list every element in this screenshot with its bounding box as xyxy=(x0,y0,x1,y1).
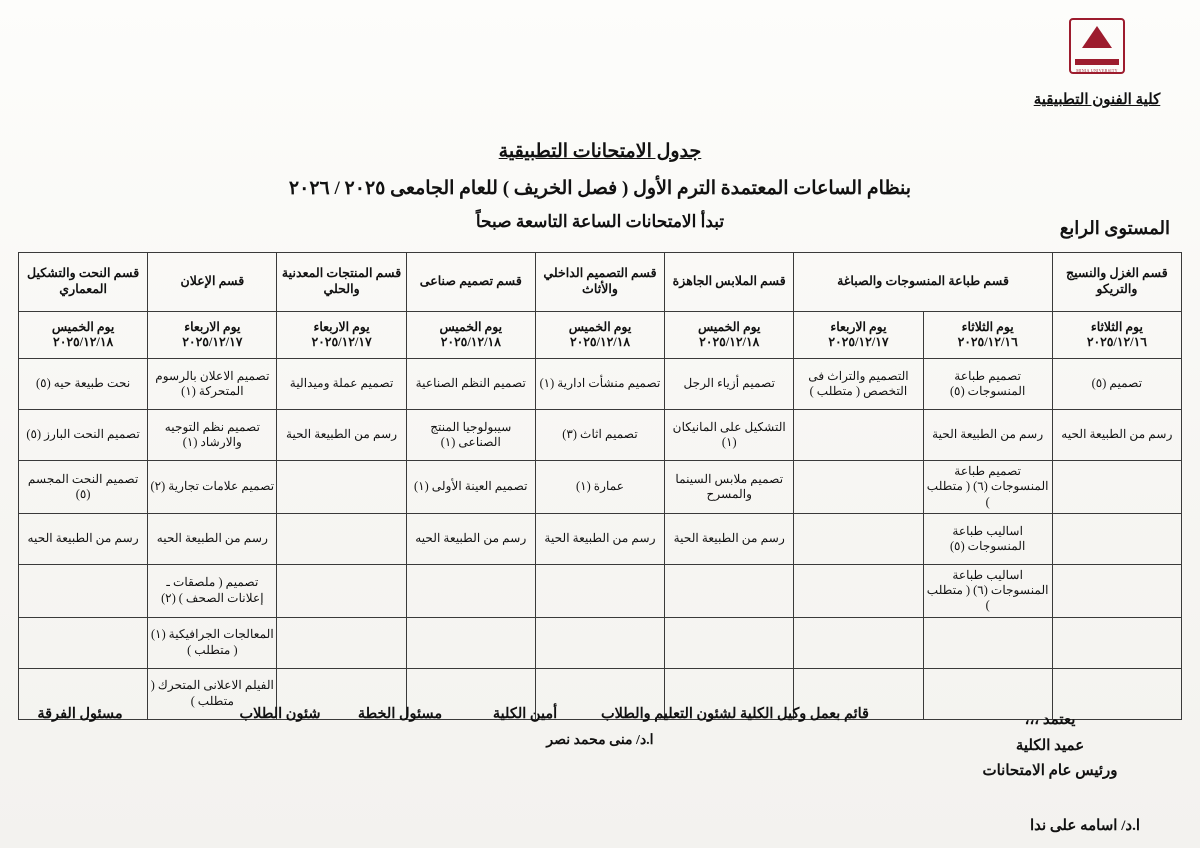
page-subtitle: بنظام الساعات المعتمدة الترم الأول ( فصل الخريف ) للعام الجامعى ٢٠٢٥ / ٢٠٢٦ xyxy=(288,178,912,199)
table-row xyxy=(19,461,1182,514)
course-cell: سيبولوجيا المنتج الصناعى (١) xyxy=(406,410,535,461)
course-cell: اساليب طباعة المنسوجات (٦) ( متطلب ) xyxy=(923,564,1052,617)
empty-cell xyxy=(277,617,406,668)
approval-line-3: ورئيس عام الامتحانات xyxy=(982,763,1118,779)
course-cell: اساليب طباعة المنسوجات (٥) xyxy=(923,513,1052,564)
empty-cell xyxy=(19,617,148,668)
empty-cell xyxy=(923,617,1052,668)
course-cell: تصميم الاعلان بالرسوم المتحركة (١) xyxy=(148,359,277,410)
course-cell: المعالجات الجرافيكية (١) ( متطلب ) xyxy=(148,617,277,668)
signatory-label: أمين الكلية xyxy=(492,706,558,722)
course-cell: تصميم النحت البارز (٥) xyxy=(19,410,148,461)
approval-line-2: عميد الكلية xyxy=(1015,737,1085,754)
department-header: قسم تصميم صناعى xyxy=(406,253,535,312)
course-cell: التشكيل على المانيكان (١) xyxy=(665,410,794,461)
table-row xyxy=(19,513,1182,564)
course-cell: تصميم ملابس السينما والمسرح xyxy=(665,461,794,514)
empty-cell xyxy=(794,617,923,668)
empty-cell xyxy=(1052,564,1181,617)
footer xyxy=(0,706,1200,846)
course-cell: رسم من الطبيعة الحيه xyxy=(406,513,535,564)
exam-date-header: يوم الخميس ٢٠٢٥/١٢/١٨ xyxy=(19,312,148,359)
exam-table xyxy=(18,252,1182,720)
empty-cell xyxy=(535,617,664,668)
course-cell: تصميم طباعة المنسوجات (٦) ( متطلب ) xyxy=(923,461,1052,514)
empty-cell xyxy=(19,564,148,617)
department-header: قسم الغزل والنسيج والتريكو xyxy=(1052,253,1181,312)
exam-start-note: تبدأ الامتحانات الساعة التاسعة صبحاً xyxy=(475,212,725,231)
empty-cell xyxy=(1052,461,1181,514)
exam-date-header: يوم الخميس ٢٠٢٥/١٢/١٨ xyxy=(406,312,535,359)
course-cell: تصميم أزياء الرجل xyxy=(665,359,794,410)
exam-date-header: يوم الاربعاء ٢٠٢٥/١٢/١٧ xyxy=(794,312,923,359)
empty-cell xyxy=(277,564,406,617)
approval-line-1: يعتمد ،،، xyxy=(1024,712,1076,728)
empty-cell xyxy=(406,617,535,668)
dean-name: ا.د/ اسامه على ندا xyxy=(1029,818,1140,834)
table-body xyxy=(19,359,1182,720)
exam-date-header: يوم الثلاثاء ٢٠٢٥/١٢/١٦ xyxy=(1052,312,1181,359)
course-cell: عمارة (١) xyxy=(535,461,664,514)
course-cell: الفيلم الاعلانى المتحرك ( متطلب ) xyxy=(148,668,277,719)
university-logo xyxy=(1022,18,1172,109)
course-cell: رسم من الطبيعة الحيه xyxy=(148,513,277,564)
course-cell: نحت طبيعة حيه (٥) xyxy=(19,359,148,410)
exam-table-wrap xyxy=(18,252,1182,720)
signatory-label: شئون الطلاب xyxy=(239,706,321,722)
table-row xyxy=(19,617,1182,668)
exam-date-header: يوم الثلاثاء ٢٠٢٥/١٢/١٦ xyxy=(923,312,1052,359)
course-cell: تصميم منشأت ادارية (١) xyxy=(535,359,664,410)
table-row xyxy=(19,564,1182,617)
course-cell: تصميم النحت المجسم (٥) xyxy=(19,461,148,514)
department-header: قسم الإعلان xyxy=(148,253,277,312)
signatory-label: مسئول الفرقة xyxy=(37,706,123,722)
page-title: جدول الامتحانات التطبيقية xyxy=(498,141,702,162)
course-cell: تصميم عملة وميدالية xyxy=(277,359,406,410)
course-cell: رسم من الطبيعة الحية xyxy=(277,410,406,461)
table-header-dates xyxy=(19,312,1182,359)
course-cell: تصميم (٥) xyxy=(1052,359,1181,410)
course-cell: تصميم العينة الأولى (١) xyxy=(406,461,535,514)
empty-cell xyxy=(277,461,406,514)
exam-date-header: يوم الاربعاء ٢٠٢٥/١٢/١٧ xyxy=(277,312,406,359)
course-cell: تصميم طباعة المنسوجات (٥) xyxy=(923,359,1052,410)
course-cell: رسم من الطبيعة الحيه xyxy=(19,513,148,564)
empty-cell xyxy=(1052,513,1181,564)
table-header-departments xyxy=(19,253,1182,312)
department-header: قسم طباعة المنسوجات والصباغة xyxy=(794,253,1052,312)
department-header: قسم التصميم الداخلي والأثاث xyxy=(535,253,664,312)
course-cell: رسم من الطبيعة الحيه xyxy=(1052,410,1181,461)
table-row xyxy=(19,359,1182,410)
empty-cell xyxy=(1052,617,1181,668)
empty-cell xyxy=(535,564,664,617)
course-cell: تصميم ( ملصقات ـ إعلانات الصحف ) (٢) xyxy=(148,564,277,617)
course-cell: تصميم نظم التوجيه والارشاد (١) xyxy=(148,410,277,461)
logo-caption: MINIA UNIVERSITY xyxy=(1076,68,1118,73)
university-crest-icon xyxy=(1069,18,1125,74)
course-cell: رسم من الطبيعة الحية xyxy=(923,410,1052,461)
department-header: قسم الملابس الجاهزة xyxy=(665,253,794,312)
vice-dean-name: ا.د/ منى محمد نصر xyxy=(546,733,654,748)
empty-cell xyxy=(794,461,923,514)
course-cell: تصميم اثاث (٣) xyxy=(535,410,664,461)
empty-cell xyxy=(794,410,923,461)
title-block xyxy=(0,140,1200,232)
course-cell: التصميم والتراث فى التخصص ( متطلب ) xyxy=(794,359,923,410)
empty-cell xyxy=(794,564,923,617)
signatory-label: قائم بعمل وكيل الكلية لشئون التعليم والطلاب xyxy=(600,706,869,722)
signatory-label: مسئول الخطة xyxy=(357,706,443,722)
exam-date-header: يوم الخميس ٢٠٢٥/١٢/١٨ xyxy=(665,312,794,359)
exam-date-header: يوم الخميس ٢٠٢٥/١٢/١٨ xyxy=(535,312,664,359)
empty-cell xyxy=(665,564,794,617)
empty-cell xyxy=(794,513,923,564)
exam-date-header: يوم الاربعاء ٢٠٢٥/١٢/١٧ xyxy=(148,312,277,359)
course-cell: رسم من الطبيعة الحية xyxy=(535,513,664,564)
department-header: قسم النحت والتشكيل المعماري xyxy=(19,253,148,312)
course-cell: رسم من الطبيعة الحية xyxy=(665,513,794,564)
course-cell: تصميم النظم الصناعية xyxy=(406,359,535,410)
faculty-name: كلية الفنون التطبيقية xyxy=(1033,92,1161,108)
empty-cell xyxy=(665,617,794,668)
department-header: قسم المنتجات المعدنية والحلي xyxy=(277,253,406,312)
empty-cell xyxy=(277,513,406,564)
table-row xyxy=(19,410,1182,461)
approval-block xyxy=(955,708,1145,785)
course-cell: تصميم علامات تجارية (٢) xyxy=(148,461,277,514)
level-label: المستوى الرابع xyxy=(1059,218,1170,238)
empty-cell xyxy=(406,564,535,617)
